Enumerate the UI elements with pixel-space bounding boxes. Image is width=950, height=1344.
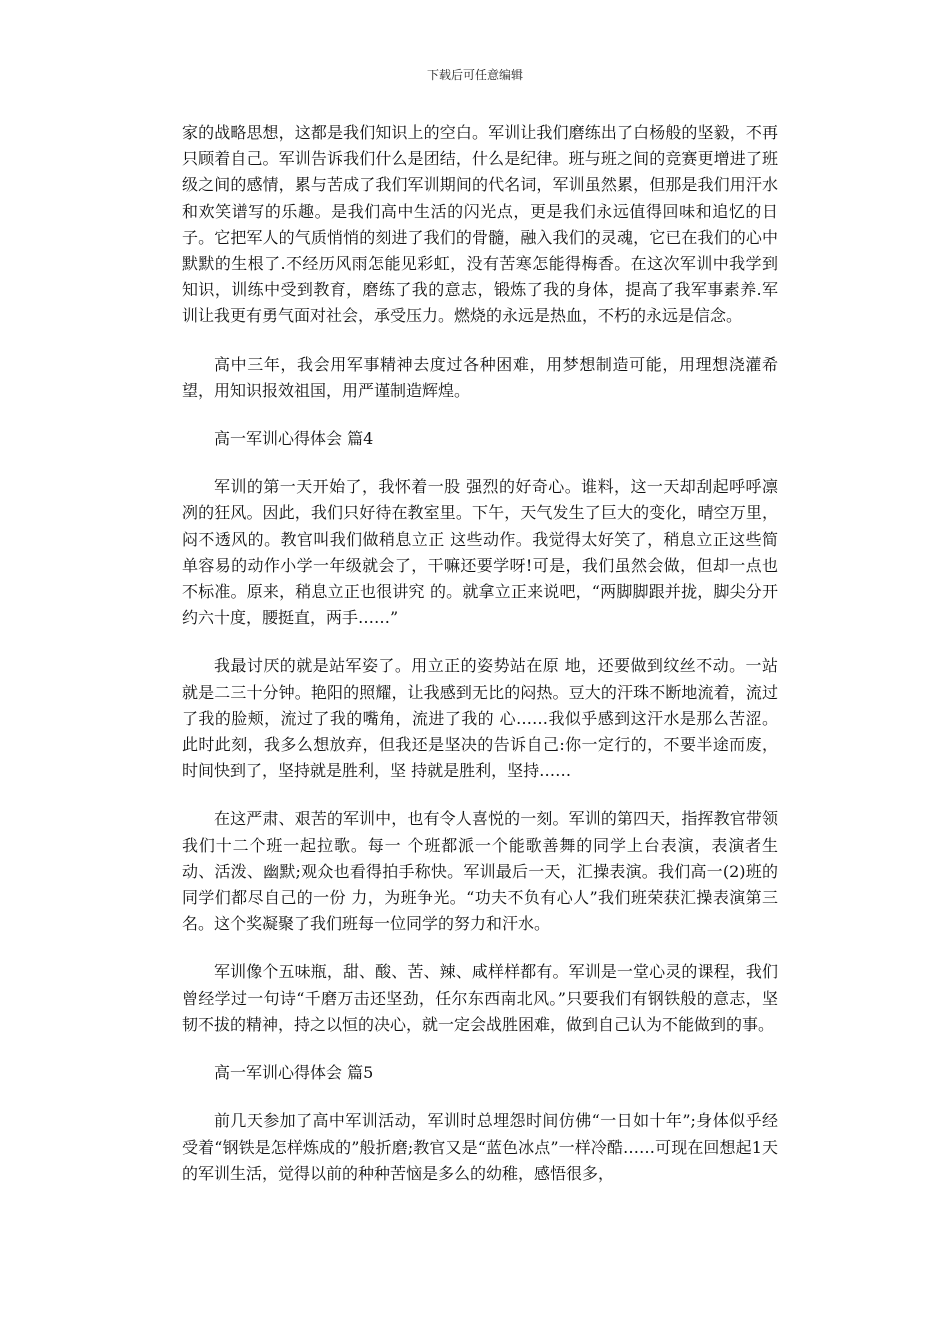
paragraph-continuation: 家的战略思想，这都是我们知识上的空白。军训让我们磨练出了白杨般的坚毅，不再只顾着自己。军训告诉我们什么是团结，什么是纪律。班与班之间的竞赛更增进了班级之间的感情，累与苦成了我们军训期间的代名词，军训虽然累，但那是我们用汗水和欢笑谱写的乐趣。是我们高中生活的闪光点，更是我们永远值得回味和追忆的日子。它把军人的气质悄悄的刻进了我们的骨髓，融入我们的灵魂，它已在我们的心中默默的生根了.不经历风雨怎能见彩虹，没有苦寒怎能得梅香。在这次军训中我学到知识，训练中受到教育，磨练了我的意志，锻炼了我的身体，提高了我军事素养.军训让我更有勇气面对社会，承受压力。燃烧的永远是热血，不朽的永远是信念。 — [182, 123, 778, 326]
paragraph: 前几天参加了高中军训活动，军训时总埋怨时间仿佛“一日如十年”;身体似乎经受着“钢铁是怎样炼成的”般折磨;教官又是“蓝色冰点”一样冷酷……可现在回想起1天的军训生活，觉得以前的种种苦恼是多么的幼稚，感悟很多， — [182, 1111, 778, 1183]
page-header: 下载后可任意编辑 — [426, 68, 523, 82]
paragraph: 军训的第一天开始了，我怀着一股 强烈的好奇心。谁料，这一天却刮起呼呼凛冽的狂风。因此，我们只好待在教室里。下午，天气发生了巨大的变化，晴空万里，闷不透风的。教官叫我们做稍息立正 这些动作。我觉得太好笑了，稍息立正这些简单容易的动作小学一年级就会了，干嘛还要学呀!可是，我们虽然会做，但却一点也不标准。原来，稍息立正也很讲究 的。就拿立正来说吧，“两脚脚跟并拢，脚尖分开约六十度，腰挺直，两手……” — [182, 477, 778, 628]
paragraph: 军训像个五味瓶，甜、酸、苦、辣、咸样样都有。军训是一堂心灵的课程，我们曾经学过一句诗“千磨万击还坚劲，任尔东西南北风。”只要我们有钢铁般的意志，坚韧不拔的精神，持之以恒的决心，就一定会战胜困难，做到自己认为不能做到的事。 — [182, 962, 778, 1034]
section-heading: 高一军训心得体会 篇4 — [214, 429, 374, 449]
section-heading: 高一军训心得体会 篇5 — [214, 1063, 374, 1083]
paragraph: 我最讨厌的就是站军姿了。用立正的姿势站在原 地，还要做到纹丝不动。一站就是二三十分钟。艳阳的照耀，让我感到无比的闷热。豆大的汗珠不断地流着，流过了我的脸颊，流过了我的嘴角，流进了我的 心……我似乎感到这汗水是那么苦涩。此时此刻，我多么想放弃，但我还是坚决的告诉自己:你一定行的，不要半途而废，时间快到了，坚持就是胜利，坚 持就是胜利，坚持…… — [182, 656, 778, 781]
document-body — [182, 120, 778, 1209]
paragraph: 在这严肃、艰苦的军训中，也有令人喜悦的一刻。军训的第四天，指挥教官带领我们十二个班一起拉歌。每一 个班都派一个能歌善舞的同学上台表演，表演者生动、活泼、幽默;观众也看得拍手称快。军训最后一天，汇操表演。我们高一(2)班的同学们都尽自己的一份 力，为班争光。“功夫不负有心人”我们班荣获汇操表演第三名。这个奖凝聚了我们班每一位同学的努力和汗水。 — [182, 809, 778, 934]
paragraph: 高中三年，我会用军事精神去度过各种困难，用梦想制造可能，用理想浇灌希望，用知识报效祖国，用严谨制造辉煌。 — [182, 354, 778, 400]
